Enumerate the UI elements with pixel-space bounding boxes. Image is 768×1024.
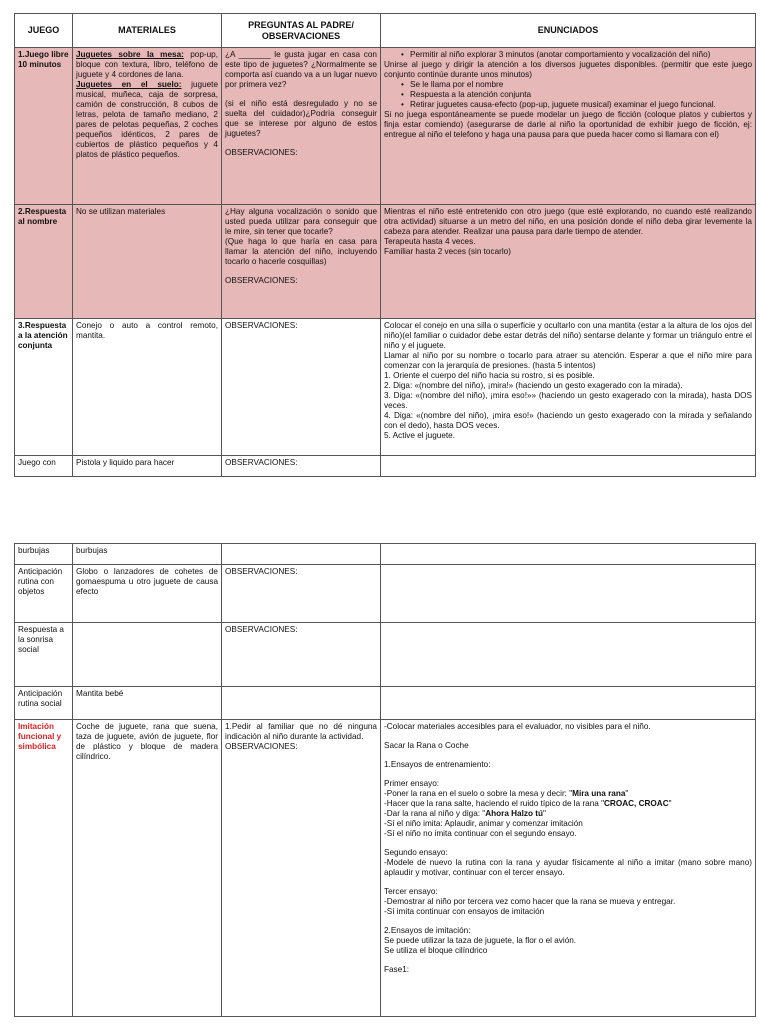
header-materiales: MATERIALES xyxy=(73,14,222,48)
table-row xyxy=(15,623,756,687)
header-row xyxy=(15,14,756,48)
enunciados-cell xyxy=(381,544,756,565)
preguntas-cell xyxy=(222,544,381,565)
enunciados-cell: • Permitir al niño explorar 3 minutos (anotar comportamiento y vocalización del niño) Unirse al juego y dirigir la atención a los diversos juguetes disponibles. (permitir que este juego conjunto continúe durante unos minutos) • Se le llama por el nombre • Respuesta a la atención conjunta • Retirar juguetes causa-efecto (pop-up, juguete musical) examinar el juego funcional. Si no juega espontáneamente se puede modelar un juego de ficción (coloque platos y cubiertos y finja estar comiendo) (asegurarse de darle al niño la oportunidad de exhibir juego de ficción, ej: entregue al niño el telefono y haga una pausa para que pueda hacer como si llamara con el) xyxy=(381,48,756,205)
enunciados-cell xyxy=(381,687,756,720)
juego-cell: Juego con xyxy=(15,456,73,477)
table-row xyxy=(15,205,756,319)
preguntas-cell: OBSERVACIONES: xyxy=(222,319,381,456)
juego-cell: burbujas xyxy=(15,544,73,565)
materiales-cell: Conejo o auto a control remoto, mantita. xyxy=(73,319,222,456)
materiales-cell: Mantita bebé xyxy=(73,687,222,720)
table-row xyxy=(15,48,756,205)
materiales-cell: Pistola y liquido para hacer xyxy=(73,456,222,477)
header-enunciados: ENUNCIADOS xyxy=(381,14,756,48)
preguntas-cell: 1.Pedir al familiar que no dé ninguna indicación al niño durante la actividad. OBSERVACIONES: xyxy=(222,720,381,1017)
enunciados-cell: -Colocar materiales accesibles para el evaluador, no visibles para el niño. Sacar la Rana o Coche 1.Ensayos de entrenamiento: Primer ensayo: -Poner la rana en el suelo o sobre la mesa y decir: "Mira una rana" -Hacer que la rana salte, haciendo el ruido típico de la rana "CROAC, CROAC" -Dar la rana al niño y diga: "Ahora Halzo tú" -Sí el niño imita: Aplaudir, animar y comenzar imitación -Sí el niño no imita continuar con el segundo ensayo. Segundo ensayo: -Modele de nuevo la rutina con la rana y ayudar físicamente al niño a imitar (mano sobre mano) aplaudir y motivar, continuar con el tercer ensayo. Tercer ensayo: -Demostrar al niño por tercera vez como hacer que la rana se mueva y entregar. -Sí imita continuar con ensayos de imitación 2.Ensayos de imitación: Se puede utilizar la taza de juguete, la flor o el avión. Se utiliza el bloque cilíndrico Fase1: xyxy=(381,720,756,1017)
materiales-cell xyxy=(73,623,222,687)
juego-cell: Anticipación rutina social xyxy=(15,687,73,720)
header-juego: JUEGO xyxy=(15,14,73,48)
assessment-table-page1 xyxy=(14,13,756,477)
enunciados-cell xyxy=(381,456,756,477)
table-row xyxy=(15,720,756,1017)
preguntas-cell: OBSERVACIONES: xyxy=(222,623,381,687)
juego-cell: 3.Respuesta a la atención conjunta xyxy=(15,319,73,456)
enunciados-cell: Colocar el conejo en una silla o superficie y ocultarlo con una mantita (estar a la altura de los ojos del niño)(el familiar o cuidador debe estar detrás del niño) sentarse delante y formar un triángulo entre el niño y el juguete. Llamar al niño por su nombre o tocarlo para atraer su atención. Esperar a que el niño mire para comenzar con la jerarquía de presiones. (hasta 5 intentos) 1. Oriente el cuerpo del niño hacia su rostro, si es posible. 2. Diga: «(nombre del niño), ¡mira!» (haciendo un gesto exagerado con la mirada). 3. Diga: «(nombre del niño), ¡mira eso!»» (haciendo un gesto exagerado con la mirada), hasta DOS veces. 4. Diga: «(nombre del niño), ¡mira eso!» (haciendo un gesto exagerado con la mirada y señalando con el dedo), hasta DOS veces. 5. Active el juguete. xyxy=(381,319,756,456)
table-row xyxy=(15,456,756,477)
header-preguntas: PREGUNTAS AL PADRE/ OBSERVACIONES xyxy=(222,14,381,48)
preguntas-cell: OBSERVACIONES: xyxy=(222,565,381,623)
juego-cell: 2.Respuesta al nombre xyxy=(15,205,73,319)
enunciados-cell xyxy=(381,623,756,687)
assessment-table-page2 xyxy=(14,543,756,1017)
juego-cell: Imitación funcional y simbólica xyxy=(15,720,73,1017)
materiales-cell: burbujas xyxy=(73,544,222,565)
preguntas-cell: OBSERVACIONES: xyxy=(222,456,381,477)
materiales-cell: Globo o lanzadores de cohetes de gomaespuma u otro juguete de causa efecto xyxy=(73,565,222,623)
juego-cell: 1.Juego libre 10 minutos xyxy=(15,48,73,205)
table-row xyxy=(15,544,756,565)
enunciados-cell: Mientras el niño esté entretenido con otro juego (que esté explorando, no cuando esté realizando otra actividad) situarse a un metro del niño, en una posición donde el niño deba girar levemente la cabeza para atender. Realizar una pausa para darle tiempo de atender. Terapeuta hasta 4 veces. Familiar hasta 2 veces (sin tocarlo) xyxy=(381,205,756,319)
materiales-cell: Juguetes sobre la mesa: pop-up, bloque con textura, libro, teléfono de juguete y 4 cordones de lana. Juguetes en el suelo: juguete musical, muñeca, caja de sorpresa, camión de construcción, 8 cubos de letras, pelota de tamaño mediano, 2 pares de pelotas pequeñas, 2 coches pequeños idénticos, 2 pares de cubiertos de plástico pequeños y 4 platos de plástico pequeños. xyxy=(73,48,222,205)
table-row xyxy=(15,319,756,456)
preguntas-cell xyxy=(222,687,381,720)
preguntas-cell: ¿Hay alguna vocalización o sonido que usted pueda utilizar para conseguir que le mire, sin tener que tocarle? (Que haga lo que haría en casa para llamar la atención del niño, incluyendo tocarlo o hacerle cosquillas) OBSERVACIONES: xyxy=(222,205,381,319)
materiales-cell: Coche de juguete, rana que suena, taza de juguete, avión de juguete, flor de plástico y bloque de madera cilíndrico. xyxy=(73,720,222,1017)
table-row xyxy=(15,565,756,623)
table-row xyxy=(15,687,756,720)
materiales-cell: No se utilizan materiales xyxy=(73,205,222,319)
enunciados-cell xyxy=(381,565,756,623)
juego-cell: Anticipación rutina con objetos xyxy=(15,565,73,623)
preguntas-cell: ¿A _______ le gusta jugar en casa con este tipo de juguetes? ¿Normalmente se comporta así cuando va a un lugar nuevo por primera vez? (si el niño está desregulado y no se suelta del cuidador)¿Podría conseguir que se interese por alguno de estos juguetes? OBSERVACIONES: xyxy=(222,48,381,205)
juego-cell: Respuesta a la sonrisa social xyxy=(15,623,73,687)
